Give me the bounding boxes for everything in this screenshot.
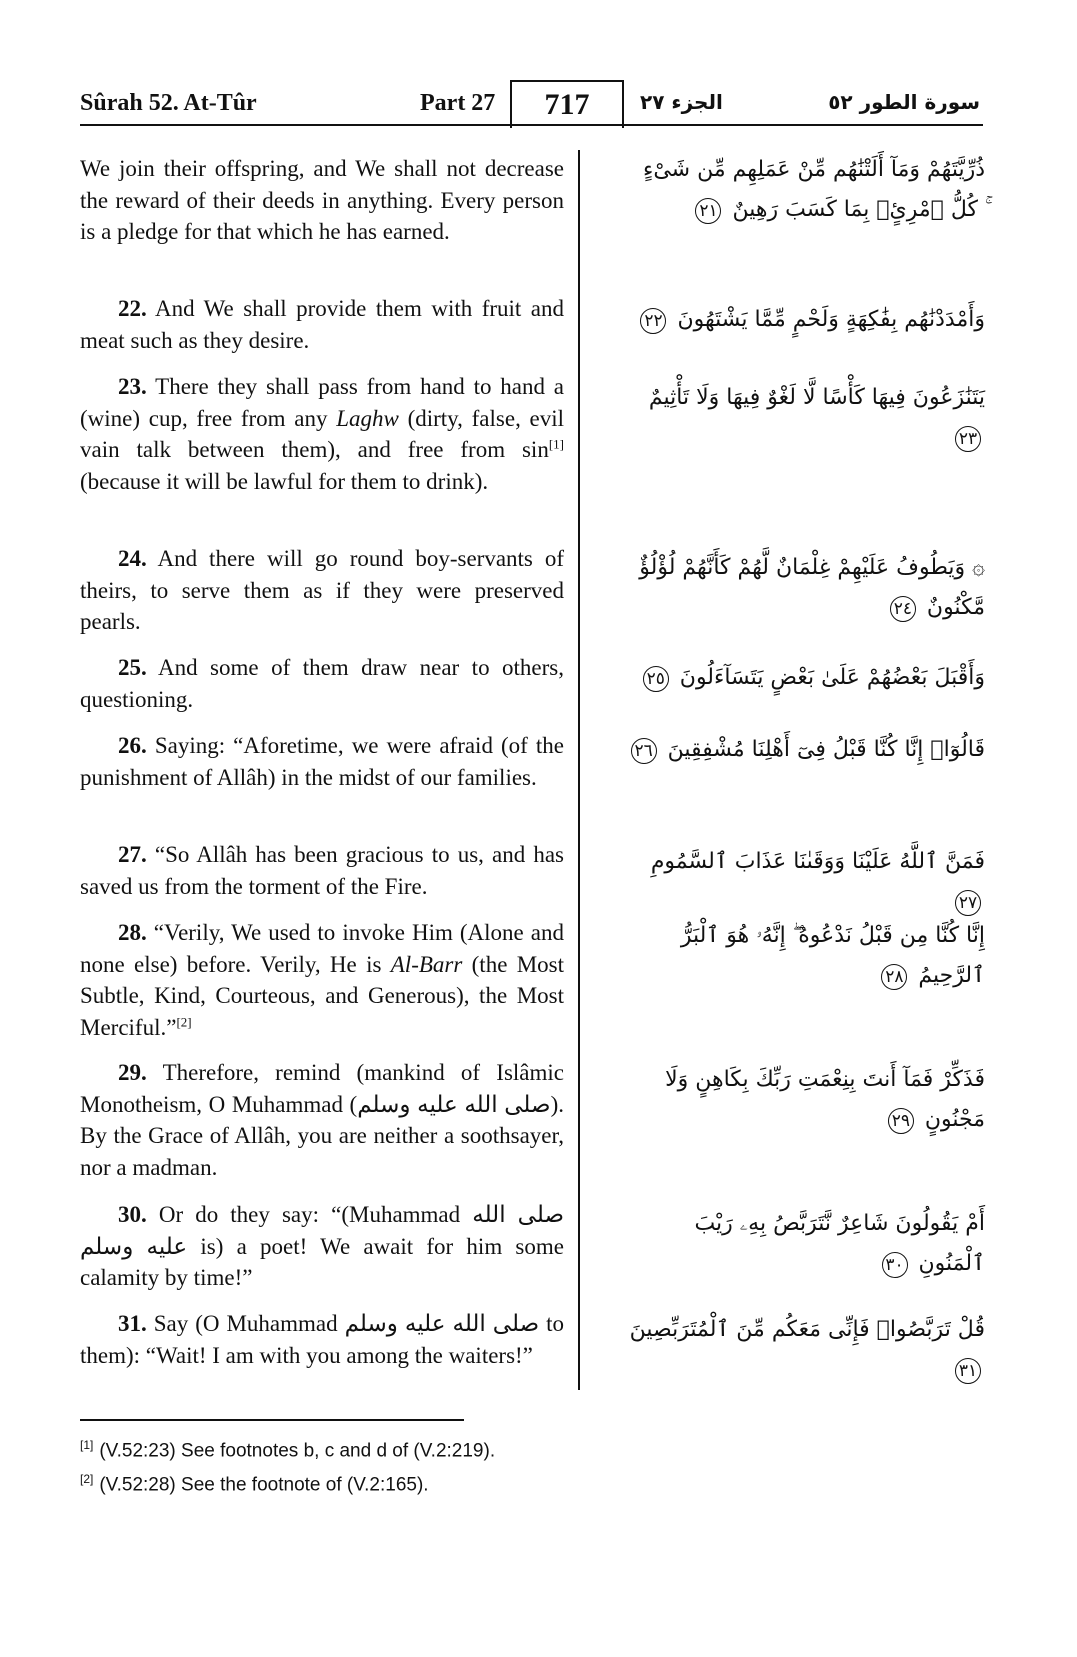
verse-en-23 xyxy=(80,371,564,497)
verse-text-ar: قَالُوٓا۟ إِنَّا كُنَّا قَبْلُ فِىٓ أَهْلِنَا مُشْفِقِينَ xyxy=(667,737,985,762)
verse-text: (because it will be lawful for them to drink). xyxy=(80,468,489,494)
verse-number: 30. xyxy=(118,1202,147,1227)
verse-text-ar: وَأَمْدَدْنَٰهُم بِفَٰكِهَةٍ وَلَحْمٍ مِّمَّا يَشْتَهُونَ xyxy=(677,307,985,332)
verse-end-marker: ٢٧ xyxy=(955,890,981,916)
verse-text-ar: يَتَنَٰزَعُونَ فِيهَا كَأْسًا لَّا لَغْوٌ فِيهَا وَلَا تَأْثِيمٌ xyxy=(648,385,985,410)
verse-number: 26. xyxy=(118,733,147,758)
verse-text: And there will go round boy-servants of theirs, to serve them as if they were preserved pearls. xyxy=(80,546,565,634)
verse-number: 23. xyxy=(118,374,147,399)
verse-text-ar: فَذَكِّرْ فَمَآ أَنتَ بِنِعْمَتِ رَبِّكَ بِكَاهِنٍ وَلَا مَجْنُونٍ xyxy=(665,1067,985,1132)
verse-number: 27. xyxy=(118,842,147,867)
verse-ar-29 xyxy=(625,1060,985,1140)
verse-text-ar: ۞ وَيَطُوفُ عَلَيْهِمْ غِلْمَانٌ لَّهُمْ كَأَنَّهُمْ لُؤْلُؤٌ مَّكْنُونٌ xyxy=(639,555,985,620)
verse-text: Say (O Muhammad صلى الله عليه وسلم to them): “Wait! I am with you among the waiters!” xyxy=(80,1311,564,1368)
verse-end-marker: ٣٠ xyxy=(882,1252,908,1278)
verse-end-marker: ٢٢ xyxy=(640,308,666,334)
verse-text: There they shall pass from hand to hand a (wine) cup, free from any xyxy=(80,374,564,431)
footnote-text: (V.52:23) See footnotes b, c and d of (V.2:219). xyxy=(99,1440,496,1462)
verse-ar-30 xyxy=(625,1204,985,1284)
column-divider xyxy=(578,150,580,1390)
footnote-text: (V.52:28) See the footnote of (V.2:165). xyxy=(99,1474,429,1496)
verse-ar-27 xyxy=(625,842,985,922)
verse-ar-22 xyxy=(625,300,985,340)
verse-en-26 xyxy=(80,730,564,793)
page-header xyxy=(80,80,980,120)
footnote-1 xyxy=(80,1438,495,1462)
part-label-ar: الجزء ٢٧ xyxy=(640,90,723,114)
verse-term: Laghw xyxy=(336,405,399,431)
footnote-mark: [1] xyxy=(80,1438,94,1452)
verse-number: 31. xyxy=(118,1311,147,1336)
verse-number: 29. xyxy=(118,1060,147,1085)
verse-number: 22. xyxy=(118,296,147,321)
verse-number: 25. xyxy=(118,655,147,680)
verse-number: 24. xyxy=(118,546,147,571)
verse-en-22 xyxy=(80,293,564,356)
verse-en-25 xyxy=(80,652,564,715)
verse-ar-23 xyxy=(625,378,985,458)
verse-text: Or do they say: “(Muhammad صلى الله عليه وسلم is) a poet! We await for him some calamity by time!” xyxy=(80,1202,564,1290)
page-number: 717 xyxy=(510,80,624,128)
verse-en-28 xyxy=(80,917,564,1043)
verse-text: “So Allâh has been gracious to us, and has saved us from the torment of the Fire. xyxy=(80,842,565,899)
footnote-ref: [1] xyxy=(548,436,564,452)
verse-text-ar: ذُرِّيَّتَهُمْ وَمَآ أَلَتْنَٰهُم مِّنْ عَمَلِهِم مِّن شَىْءٍ ۚ كُلُّ ٱمْرِئٍۭ بِمَا كَسَبَ رَهِينٌ xyxy=(643,157,985,222)
verse-end-marker: ٢٣ xyxy=(955,426,981,452)
footnote-ref: [2] xyxy=(176,1013,192,1029)
verse-text: (dirty, false, evil vain talk between them), and free from sin xyxy=(80,405,565,462)
surah-title-ar: سورة الطور ٥٢ xyxy=(828,90,980,114)
verse-ar-24 xyxy=(625,548,985,628)
verse-end-marker: ٢٥ xyxy=(643,666,669,692)
verse-en-27 xyxy=(80,839,564,902)
verse-en-21 xyxy=(80,153,564,248)
verse-en-31 xyxy=(80,1308,564,1371)
header-rule xyxy=(80,124,983,126)
verse-text: “Verily, We used to invoke Him (Alone and none else) before. Verily, He is xyxy=(80,920,565,977)
verse-en-24 xyxy=(80,543,564,638)
verse-ar-25 xyxy=(625,658,985,698)
verse-number: 28. xyxy=(118,920,147,945)
surah-title-en: Sûrah 52. At-Tûr xyxy=(80,90,257,116)
verse-en-30 xyxy=(80,1199,564,1294)
verse-text: (the Most Subtle, Kind, Courteous, and Generous), the Most Merciful.” xyxy=(80,951,565,1040)
verse-end-marker: ٢٤ xyxy=(890,596,916,622)
verse-text: Therefore, remind (mankind of Islâmic Monotheism, O Muhammad (صلى الله عليه وسلم). By the Grace of Allâh, you are neither a soothsayer, nor a madman. xyxy=(80,1060,564,1180)
verse-text: And some of them draw near to others, questioning. xyxy=(80,655,565,712)
verse-ar-26 xyxy=(625,730,985,770)
verse-end-marker: ٣١ xyxy=(955,1358,981,1384)
footnote-mark: [2] xyxy=(80,1472,94,1486)
verse-text-ar: أَمْ يَقُولُونَ شَاعِرٌ نَّتَرَبَّصُ بِهِۦ رَيْبَ ٱلْمَنُونِ xyxy=(694,1211,985,1276)
verse-text-ar: وَأَقْبَلَ بَعْضُهُمْ عَلَىٰ بَعْضٍ يَتَسَآءَلُونَ xyxy=(679,665,985,690)
verse-end-marker: ٢٦ xyxy=(631,738,657,764)
verse-text: Saying: “Aforetime, we were afraid (of the punishment of Allâh) in the midst of our families. xyxy=(80,733,564,790)
footnote-2 xyxy=(80,1472,429,1496)
verse-text-ar: فَمَنَّ ٱللَّهُ عَلَيْنَا وَوَقَىٰنَا عَذَابَ ٱلسَّمُومِ xyxy=(650,849,985,874)
verse-text-ar: إِنَّا كُنَّا مِن قَبْلُ نَدْعُوهُ ۖ إِنَّهُۥ هُوَ ٱلْبَرُّ ٱلرَّحِيمُ xyxy=(680,923,985,988)
verse-text-ar: قُلْ تَرَبَّصُوا۟ فَإِنِّى مَعَكُم مِّنَ ٱلْمُتَرَبِّصِينَ xyxy=(629,1317,985,1342)
footnote-rule xyxy=(80,1419,464,1421)
verse-end-marker: ٢٩ xyxy=(888,1108,914,1134)
verse-term: Al-Barr xyxy=(390,951,463,977)
verse-text: And We shall provide them with fruit and meat such as they desire. xyxy=(80,296,564,353)
verse-end-marker: ٢٨ xyxy=(881,964,907,990)
verse-ar-31 xyxy=(625,1310,985,1390)
verse-en-29 xyxy=(80,1057,564,1183)
part-label-en: Part 27 xyxy=(420,90,496,116)
verse-end-marker: ٢١ xyxy=(695,198,721,224)
verse-text: We join their offspring, and We shall not decrease the reward of their deeds in anything. Every person is a pledge for that which he has earned. xyxy=(80,156,564,244)
verse-ar-21 xyxy=(625,150,985,230)
verse-ar-28 xyxy=(625,916,985,996)
